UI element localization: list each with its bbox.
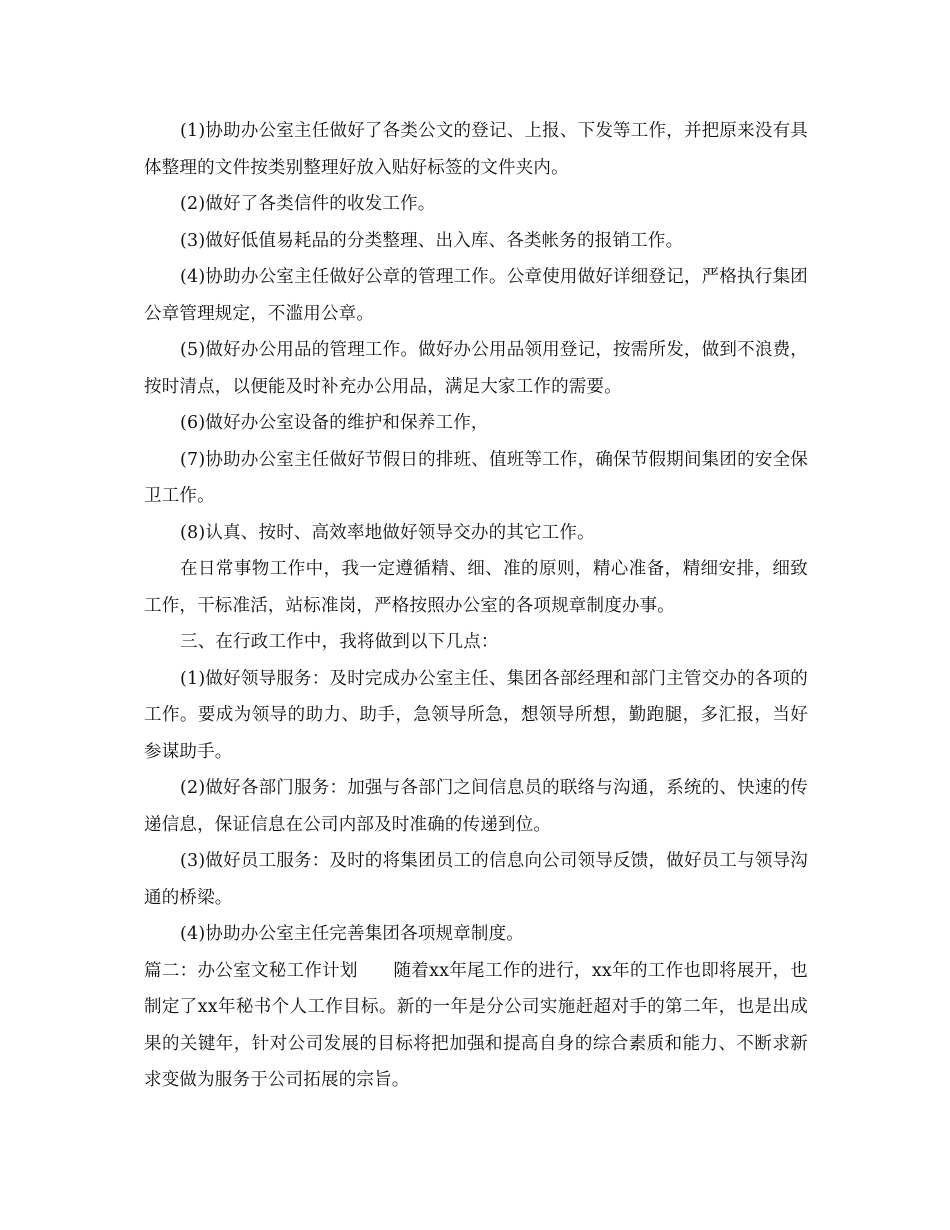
paragraph-item-2: (2)做好了各类信件的收发工作。 <box>180 194 436 214</box>
paragraph-department-service: (2)做好各部门服务：加强与各部门之间信息员的联络与沟通，系统的、快速的传递信息，保证信息在公司内部及时准确的传递到位。 <box>144 778 808 835</box>
paragraph-item-7: (7)协助办公室主任做好节假日的排班、值班等工作，确保节假期间集团的安全保卫工作。 <box>144 449 808 506</box>
paragraph-item-1: (1)协助办公室主任做好了各类公文的登记、上报、下发等工作，并把原来没有具体整理的文件按类别整理好放入贴好标签的文件夹内。 <box>144 121 808 178</box>
document-body <box>144 113 808 1099</box>
paragraph-item-3: (3)做好低值易耗品的分类整理、出入库、各类帐务的报销工作。 <box>180 230 684 251</box>
paragraph-daily-work: 在日常事物工作中，我一定遵循精、细、准的原则，精心准备，精细安排，细致工作，干标准活，站标准岗，严格按照办公室的各项规章制度办事。 <box>144 559 808 616</box>
paragraph-part-two: 篇二：办公室文秘工作计划 随着xx年尾工作的进行，xx年的工作也即将展开，也制定了xx年秘书个人工作目标。新的一年是分公司实施赶超对手的第二年，也是出成果的关键年，针对公司发展的目标将把加强和提高自身的综合素质和能力、不断求新求变做为服务于公司拓展的宗旨。 <box>144 960 808 1090</box>
paragraph-leader-service: (1)做好领导服务：及时完成办公室主任、集团各部经理和部门主管交办的各项的工作。要成为领导的助力、助手，急领导所急，想领导所想，勤跑腿，多汇报，当好参谋助手。 <box>144 668 808 762</box>
paragraph-employee-service: (3)做好员工服务：及时的将集团员工的信息向公司领导反馈，做好员工与领导沟通的桥梁。 <box>144 851 808 908</box>
section-heading-admin-work: 三、在行政工作中，我将做到以下几点： <box>180 632 499 652</box>
paragraph-item-5: (5)做好办公用品的管理工作。做好办公用品领用登记，按需所发，做到不浪费，按时清点，以便能及时补充办公用品，满足大家工作的需要。 <box>144 340 808 397</box>
paragraph-item-8: (8)认真、按时、高效率地做好领导交办的其它工作。 <box>180 522 595 543</box>
paragraph-item-4: (4)协助办公室主任做好公章的管理工作。公章使用做好详细登记，严格执行集团公章管理规定，不滥用公章。 <box>144 267 808 324</box>
paragraph-item-6: (6)做好办公室设备的维护和保养工作， <box>180 413 489 433</box>
paragraph-regulations: (4)协助办公室主任完善集团各项规章制度。 <box>180 924 524 944</box>
